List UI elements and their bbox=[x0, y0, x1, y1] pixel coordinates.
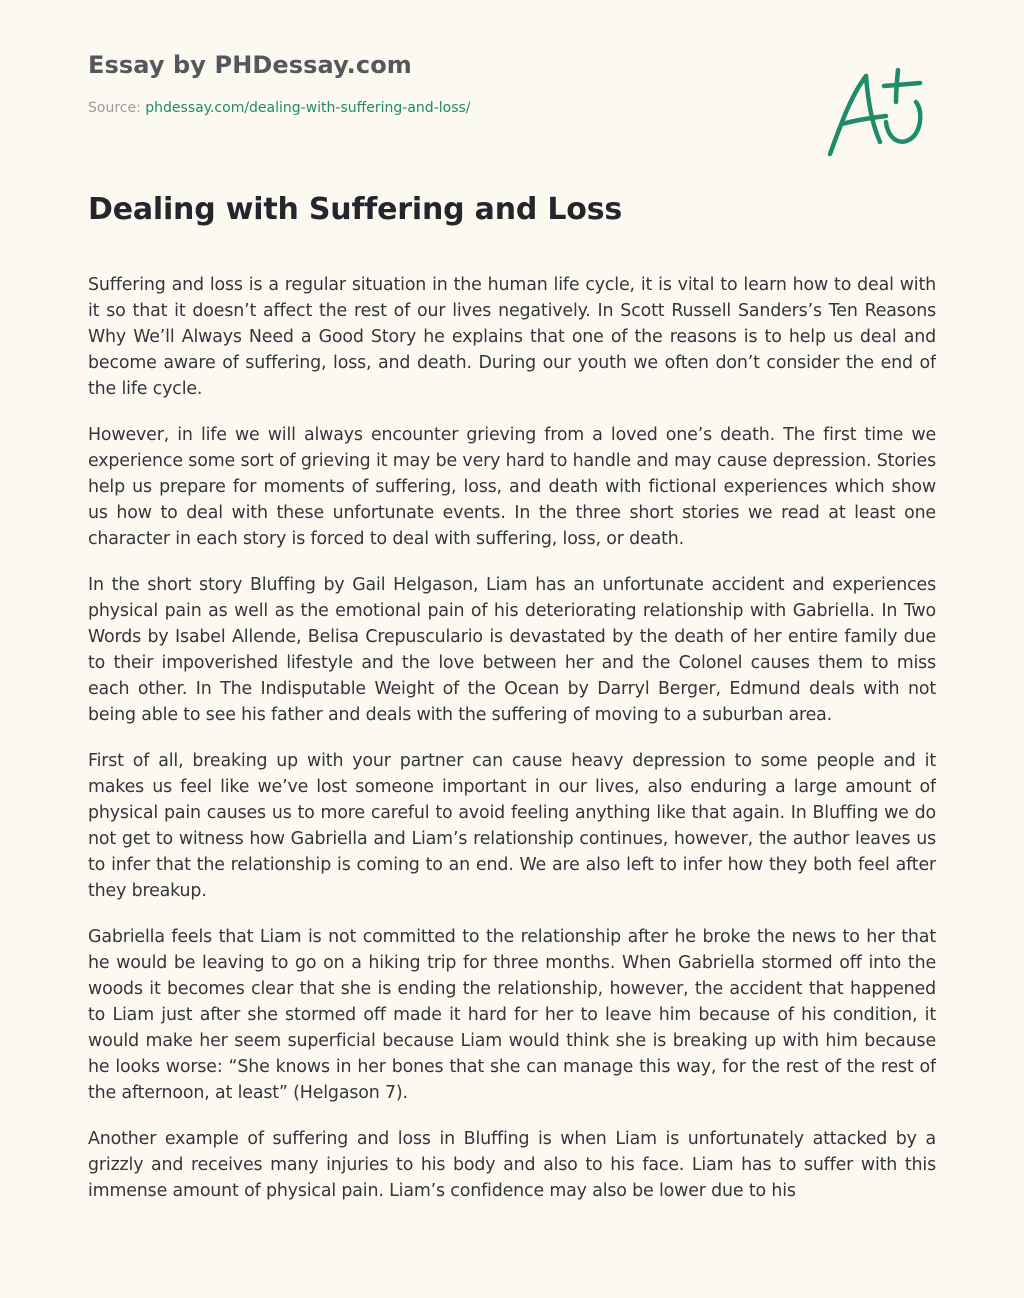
paragraph: Another example of suffering and loss in Bluffing is when Liam is unfortunately attacked by a grizzly and receives many injuries to his body and also to his face. Liam has to suffer with this immense amount of physical pain. Liam’s confidence may also be lower due to his bbox=[88, 1129, 936, 1201]
paragraph: However, in life we will always encounter grieving from a loved one’s death. The first time we experience some sort of grieving it may be very hard to handle and may cause depression. Stories help us prepare for moments of suffering, loss, and death with fictional experiences which show us how to deal with these unfortunate events. In the three short stories we read at least one character in each story is forced to deal with suffering, loss, or death. bbox=[88, 425, 936, 549]
page-header bbox=[88, 48, 788, 118]
site-brand[interactable]: Essay by PHDessay.com bbox=[88, 51, 412, 79]
essay-body bbox=[88, 272, 936, 1252]
source-link[interactable]: phdessay.com/dealing-with-suffering-and-loss/ bbox=[145, 100, 471, 116]
paragraph: First of all, breaking up with your partner can cause heavy depression to some people and it makes us feel like we’ve lost someone important in our lives, also enduring a large amount of physical pain causes us to more careful to avoid feeling anything like that again. In Bluffing we do not get to witness how Gabriella and Liam’s relationship continues, however, the author leaves us to infer that the relationship is coming to an end. We are also left to infer how they both feel after they breakup. bbox=[88, 751, 936, 901]
paragraph: Gabriella feels that Liam is not committed to the relationship after he broke the news to her that he would be leaving to go on a hiking trip for three months. When Gabriella stormed off into the woods it becomes clear that she is ending the relationship, however, the accident that happened to Liam just after she stormed off made it hard for her to leave him because of his condition, it would make her seem superficial because Liam would think she is breaking up with him because he looks worse: “She knows in her bones that she can manage this way, for the rest of the rest of the afternoon, at least” (Helgason 7). bbox=[88, 927, 936, 1103]
paragraph: Suffering and loss is a regular situation in the human life cycle, it is vital to learn how to deal with it so that it doesn’t affect the rest of our lives negatively. In Scott Russell Sanders’s Ten Reasons Why We’ll Always Need a Good Story he explains that one of the reasons is to help us deal and become aware of suffering, loss, and death. During our youth we often don’t consider the end of the life cycle. bbox=[88, 275, 936, 399]
a-plus-icon bbox=[820, 62, 930, 162]
paragraph: In the short story Bluffing by Gail Helgason, Liam has an unfortunate accident and experiences physical pain as well as the emotional pain of his deteriorating relationship with Gabriella. In Two Words by Isabel Allende, Belisa Crepusculario is devastated by the death of her entire family due to their impoverished lifestyle and the love between her and the Colonel causes them to miss each other. In The Indisputable Weight of the Ocean by Darryl Berger, Edmund deals with not being able to see his father and deals with the suffering of moving to a suburban area. bbox=[88, 575, 936, 725]
essay-title: Dealing with Suffering and Loss bbox=[88, 192, 623, 227]
source-label: Source: bbox=[88, 100, 141, 116]
source-line bbox=[88, 98, 788, 118]
